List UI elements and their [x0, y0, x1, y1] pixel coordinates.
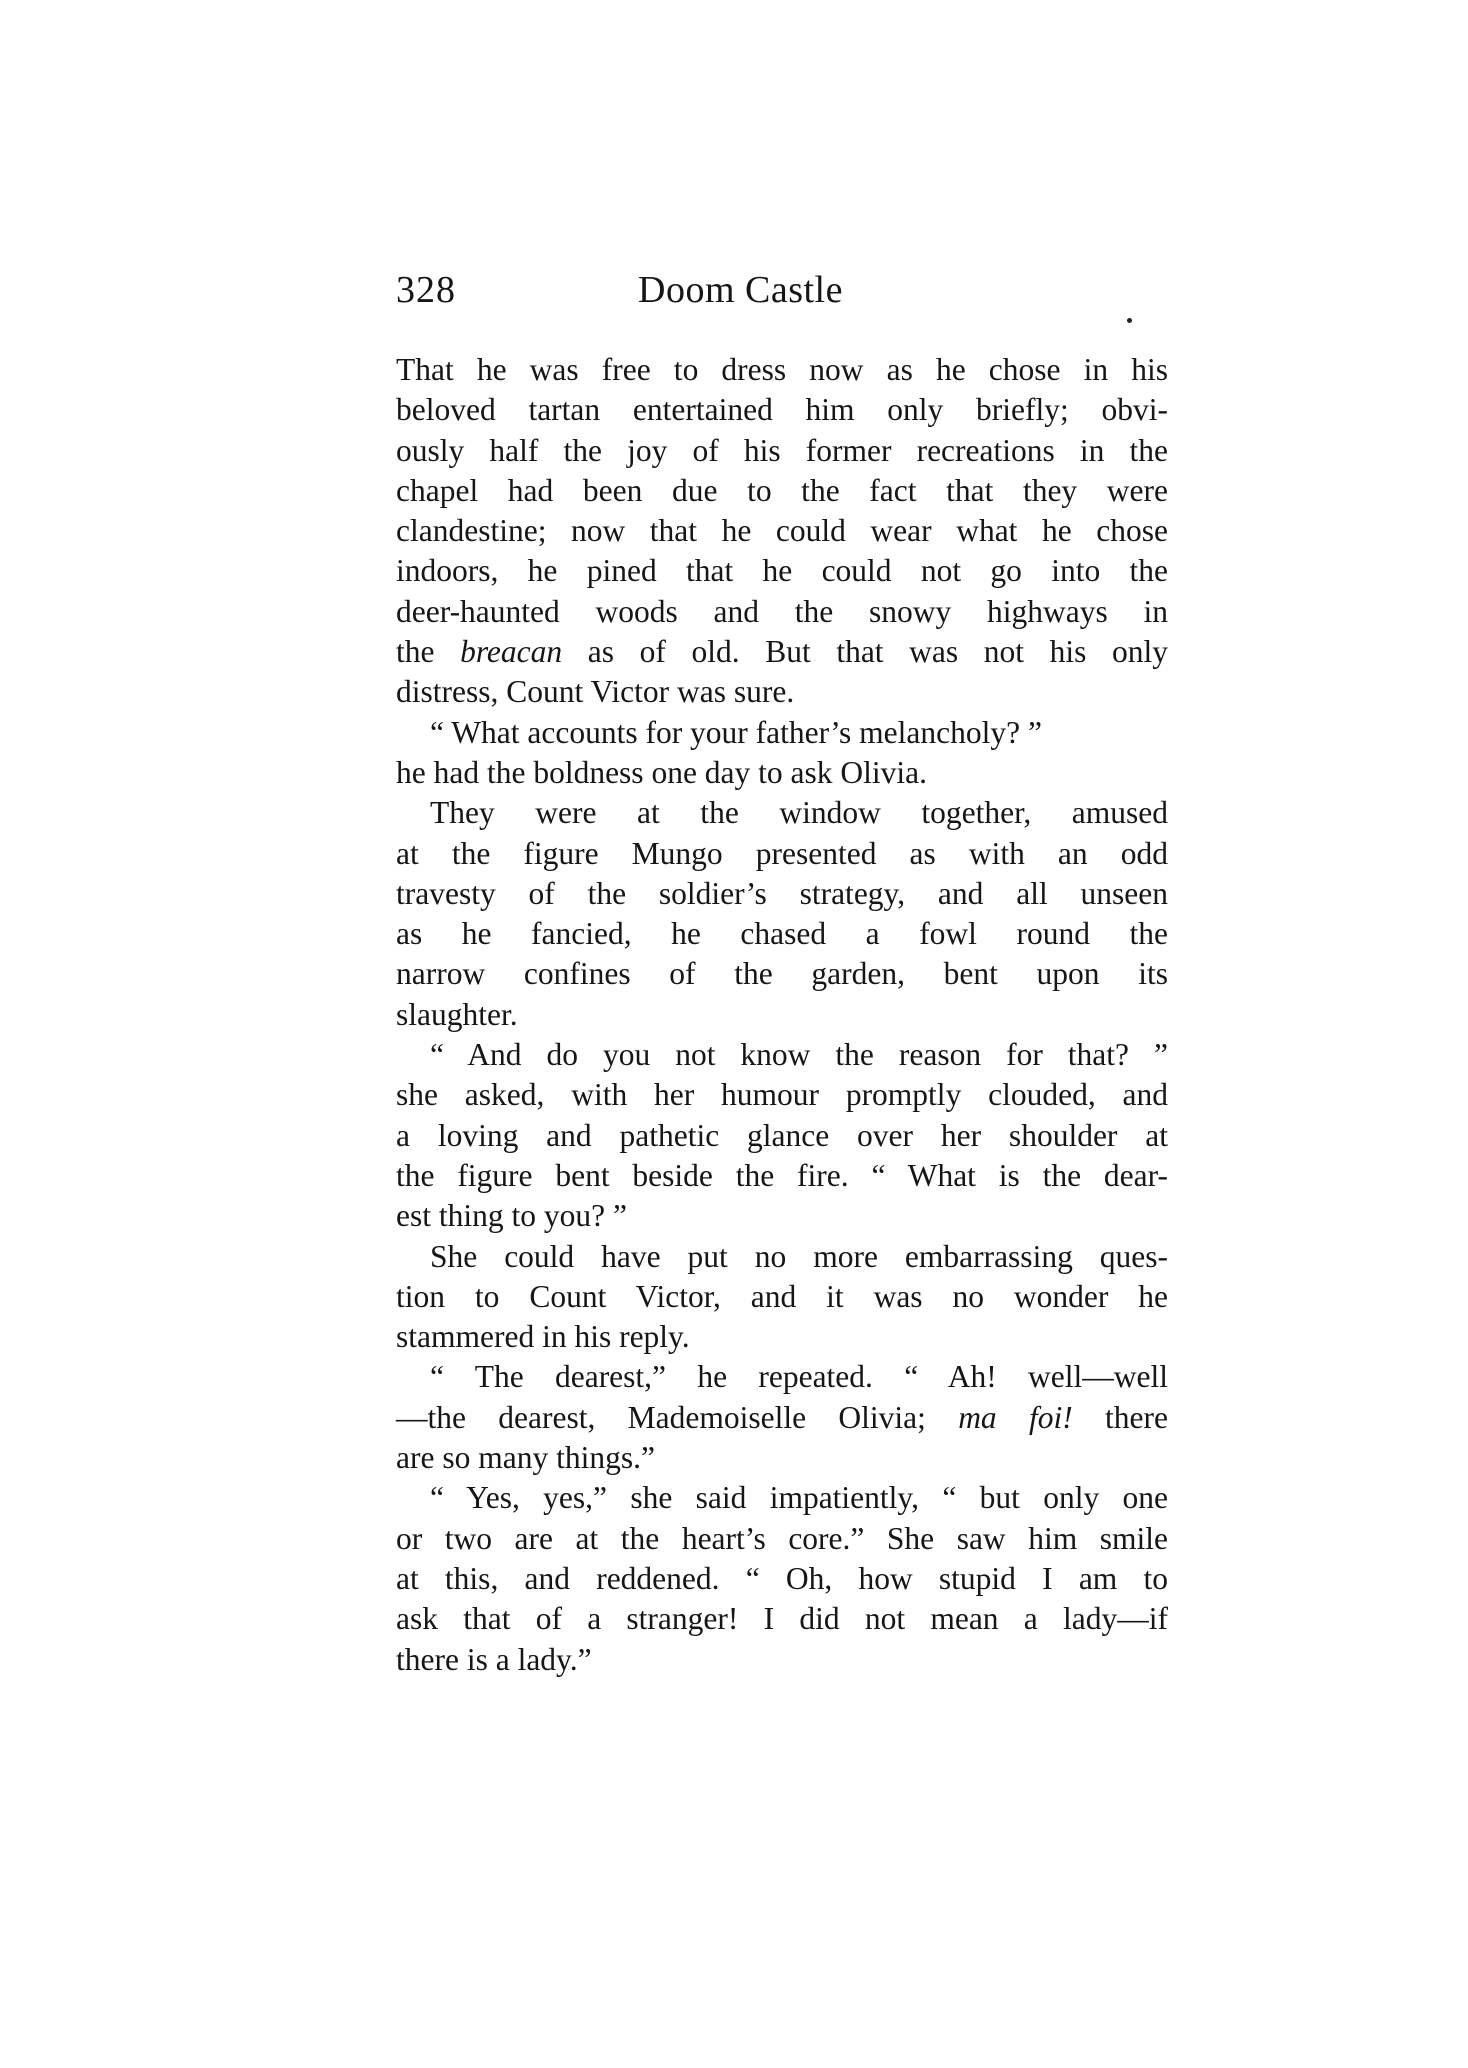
text-line — [396, 1357, 1168, 1397]
text-segment: narrow confines of the garden, bent upon its — [396, 956, 1168, 992]
text-segment: there is a lady.” — [396, 1641, 592, 1677]
text-line — [396, 1559, 1168, 1599]
text-segment: he had the boldness one day to ask Olivia. — [396, 754, 928, 790]
text-line — [396, 1599, 1168, 1639]
italic-text: ma foi! — [958, 1399, 1073, 1435]
page-header — [396, 262, 1168, 318]
text-segment: stammered in his reply. — [396, 1319, 690, 1355]
text-segment: “ What accounts for your father’s melancholy? ” — [430, 714, 1042, 750]
text-segment: are so many things.” — [396, 1440, 655, 1476]
text-line — [396, 713, 1168, 753]
text-line — [396, 1116, 1168, 1156]
text-segment: est thing to you? ” — [396, 1198, 627, 1234]
page-number: 328 — [396, 269, 456, 311]
text-segment: tion to Count Victor, and it was no wonder he — [396, 1278, 1168, 1314]
text-line — [396, 390, 1168, 430]
text-segment: slaughter. — [396, 996, 518, 1032]
body-text — [396, 350, 1168, 1680]
text-line — [396, 1438, 1168, 1478]
text-line — [396, 471, 1168, 511]
text-segment: a loving and pathetic glance over her shoulder at — [396, 1117, 1168, 1153]
text-line — [396, 793, 1168, 833]
text-segment: That he was free to dress now as he chose in his — [396, 352, 1168, 387]
text-line — [396, 511, 1168, 551]
text-segment: —the dearest, Mademoiselle Olivia; — [396, 1399, 959, 1435]
text-line — [396, 1640, 1168, 1680]
text-line — [396, 431, 1168, 471]
text-segment: clandestine; now that he could wear what he chose — [396, 513, 1168, 549]
text-segment: “ Yes, yes,” she said impatiently, “ but only one — [430, 1480, 1168, 1516]
text-line — [396, 1035, 1168, 1075]
text-segment: “ And do you not know the reason for that? ” — [430, 1037, 1168, 1073]
text-segment: They were at the window together, amused — [430, 795, 1168, 831]
text-segment: at the figure Mungo presented as with an odd — [396, 835, 1168, 871]
text-segment: ask that of a stranger! I did not mean a lady—if — [396, 1601, 1168, 1637]
text-line — [396, 995, 1168, 1035]
text-line — [396, 1156, 1168, 1196]
text-segment: the figure bent beside the fire. “ What is the dear- — [396, 1157, 1168, 1193]
text-line — [396, 834, 1168, 874]
italic-text: breacan — [460, 634, 563, 670]
text-line — [396, 954, 1168, 994]
text-segment: travesty of the soldier’s strategy, and all unseen — [396, 875, 1168, 911]
text-line — [396, 914, 1168, 954]
text-segment: the — [396, 634, 461, 670]
text-line — [396, 1277, 1168, 1317]
text-segment: beloved tartan entertained him only briefly; obvi- — [396, 392, 1168, 428]
text-segment: as he fancied, he chased a fowl round the — [396, 916, 1168, 952]
text-line — [396, 1478, 1168, 1518]
text-segment: chapel had been due to the fact that they were — [396, 472, 1168, 508]
text-segment: distress, Count Victor was sure. — [396, 674, 795, 710]
text-segment: ously half the joy of his former recreations in the — [396, 432, 1168, 468]
text-line — [396, 753, 1168, 793]
text-line — [396, 1237, 1168, 1277]
text-segment: there — [1072, 1399, 1168, 1435]
text-line — [396, 592, 1168, 632]
text-segment: “ The dearest,” he repeated. “ Ah! well—well — [430, 1359, 1168, 1395]
text-line — [396, 1075, 1168, 1115]
text-line — [396, 672, 1168, 712]
text-segment: or two are at the heart’s core.” She saw him smile — [396, 1520, 1168, 1556]
text-line — [396, 350, 1168, 390]
text-line — [396, 1196, 1168, 1236]
text-line — [396, 1519, 1168, 1559]
text-segment: she asked, with her humour promptly clouded, and — [396, 1077, 1168, 1113]
text-segment: as of old. But that was not his only — [562, 634, 1168, 670]
text-line — [396, 874, 1168, 914]
running-title: Doom Castle — [638, 269, 843, 311]
text-segment: deer-haunted woods and the snowy highways in — [396, 593, 1168, 629]
text-segment: indoors, he pined that he could not go into the — [396, 553, 1168, 589]
text-line — [396, 632, 1168, 672]
text-segment: at this, and reddened. “ Oh, how stupid I am to — [396, 1560, 1168, 1596]
print-speck — [1127, 318, 1132, 323]
text-segment: She could have put no more embarrassing ques- — [430, 1238, 1168, 1274]
text-line — [396, 551, 1168, 591]
text-line — [396, 1398, 1168, 1438]
text-line — [396, 1317, 1168, 1357]
